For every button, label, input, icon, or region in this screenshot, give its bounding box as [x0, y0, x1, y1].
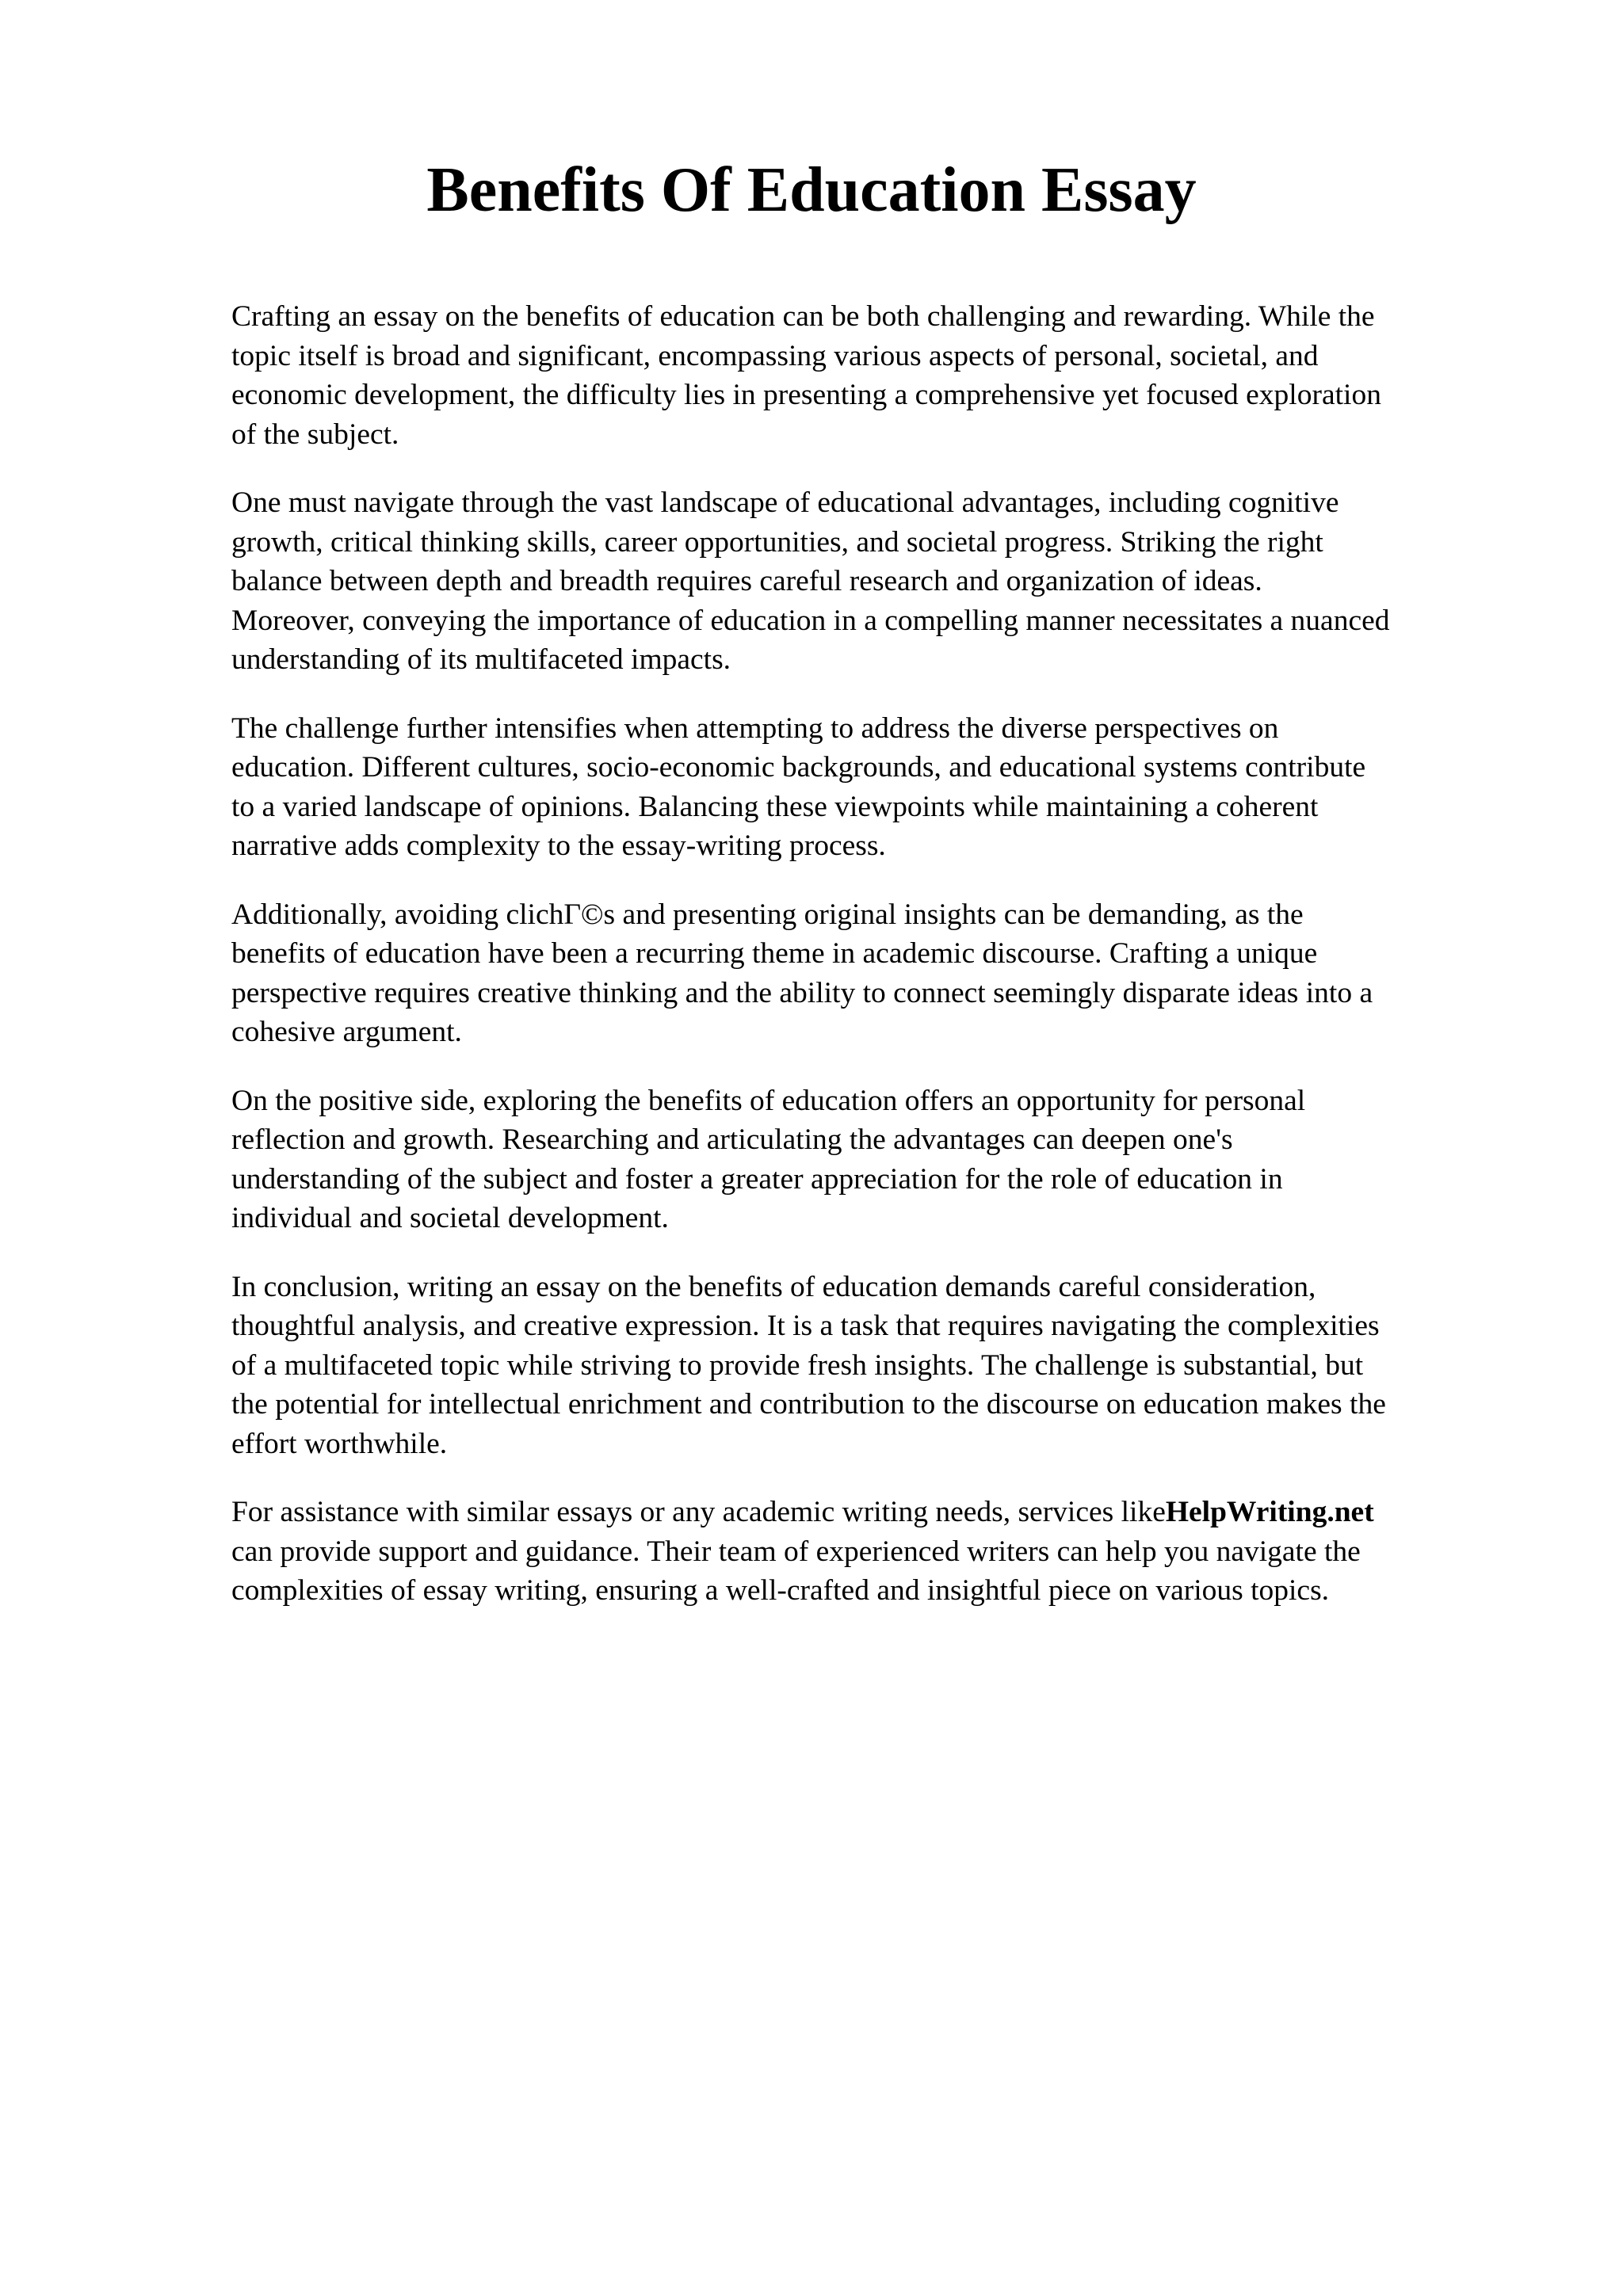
- text-line: thoughtful analysis, and creative expression. It is a task that requires navigating the complexities: [231, 1310, 1380, 1342]
- text-line: understanding of its multifaceted impacts.: [231, 643, 731, 676]
- text-line: understanding of the subject and foster a greater appreciation for the role of education in: [231, 1162, 1283, 1196]
- text-line: effort worthwhile.: [231, 1427, 448, 1460]
- text-line: balance between depth and breadth requires careful research and organization of ideas.: [231, 565, 1262, 597]
- text-line: the potential for intellectual enrichment and contribution to the discourse on education makes the: [231, 1388, 1386, 1421]
- text-line: One must navigate through the vast landscape of educational advantages, including cognitive: [231, 486, 1339, 519]
- paragraph-3: [231, 709, 1531, 866]
- document-title: Benefits Of Education Essay: [426, 155, 1197, 225]
- paragraph-5: [231, 1081, 1531, 1238]
- text-line: cohesive argument.: [231, 1016, 462, 1048]
- text-line: education. Different cultures, socio-economic backgrounds, and educational systems contribute: [231, 751, 1366, 784]
- closing-prefix: For assistance with similar essays or any academic writing needs, services like: [231, 1496, 1166, 1528]
- text-line: of the subject.: [231, 418, 399, 451]
- text-line: growth, critical thinking skills, career opportunities, and societal progress. Striking the right: [231, 525, 1323, 559]
- text-line: The challenge further intensifies when attempting to address the diverse perspectives on: [231, 711, 1279, 745]
- text-line: On the positive side, exploring the benefits of education offers an opportunity for personal: [231, 1084, 1306, 1117]
- text-line: Crafting an essay on the benefits of education can be both challenging and rewarding. While the: [231, 300, 1375, 333]
- paragraph-2: [231, 483, 1531, 680]
- text-line: complexities of essay writing, ensuring a well-crafted and insightful piece on various topics.: [231, 1574, 1330, 1607]
- text-line: benefits of education have been a recurring theme in academic discourse. Crafting a unique: [231, 937, 1318, 970]
- text-line: Moreover, conveying the importance of education in a compelling manner necessitates a nuanced: [231, 604, 1390, 637]
- text-line: can provide support and guidance. Their team of experienced writers can help you navigate the: [231, 1535, 1361, 1568]
- text-line: reflection and growth. Researching and articulating the advantages can deepen one's: [231, 1123, 1233, 1156]
- document-body: [231, 297, 1531, 1640]
- text-line: to a varied landscape of opinions. Balancing these viewpoints while maintaining a coherent: [231, 790, 1319, 823]
- text-line: economic development, the difficulty lies in presenting a comprehensive yet focused exploration: [231, 379, 1381, 411]
- text-line: narrative adds complexity to the essay-writing process.: [231, 830, 886, 862]
- text-line: of a multifaceted topic while striving to provide fresh insights. The challenge is substantial, but: [231, 1348, 1364, 1382]
- paragraph-4: [231, 895, 1531, 1052]
- paragraph-1: [231, 297, 1531, 454]
- text-line: [231, 1493, 1531, 1532]
- text-line: In conclusion, writing an essay on the benefits of education demands careful consideration,: [231, 1270, 1316, 1303]
- text-line: perspective requires creative thinking and the ability to connect seemingly disparate ideas into a: [231, 976, 1373, 1009]
- text-line: individual and societal development.: [231, 1202, 669, 1234]
- text-line: Additionally, avoiding clichΓ©s and presenting original insights can be demanding, as the: [231, 898, 1304, 931]
- closing-paragraph: [231, 1493, 1531, 1611]
- paragraph-6: [231, 1268, 1531, 1464]
- text-line: topic itself is broad and significant, encompassing various aspects of personal, societal, and: [231, 339, 1319, 372]
- brand-name: HelpWriting.net: [1165, 1496, 1374, 1528]
